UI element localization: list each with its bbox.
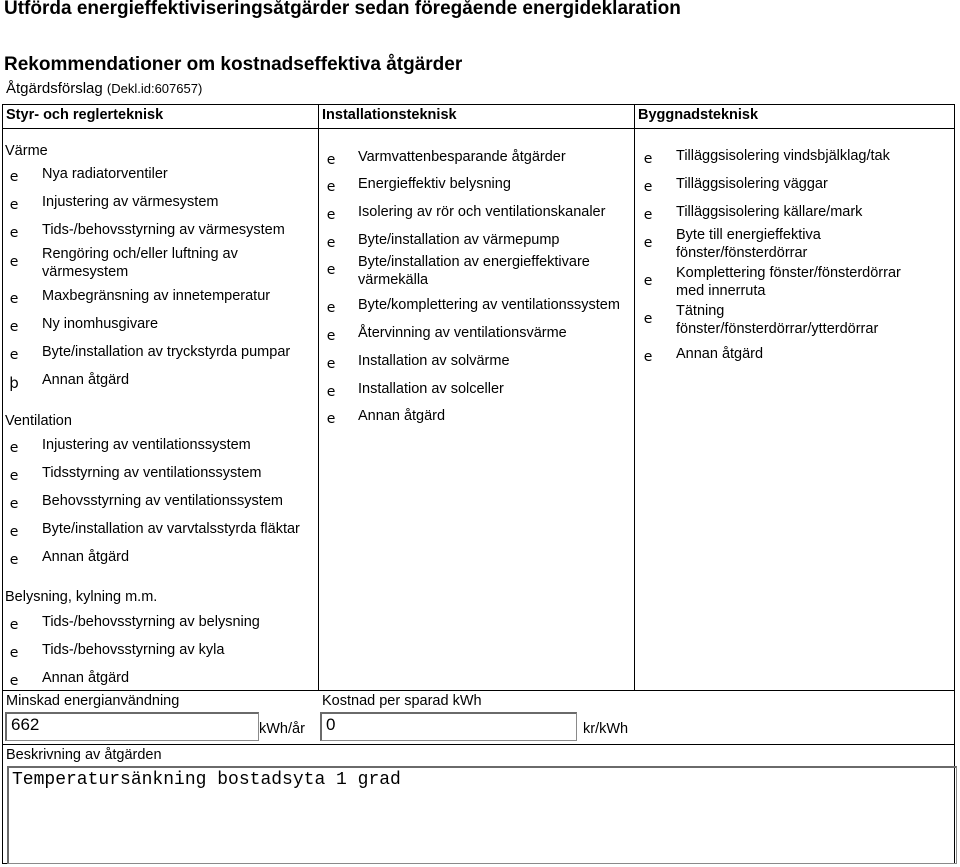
- description-label: Beskrivning av åtgärden: [6, 747, 162, 763]
- checkbox-varme-1[interactable]: e: [9, 169, 19, 185]
- option-label-ventilation-1: Injustering av ventilationssystem: [42, 437, 251, 453]
- checkbox-bygg-7[interactable]: e: [643, 349, 653, 365]
- proposal-line: [6, 80, 202, 97]
- reduced-energy-field[interactable]: 662: [5, 712, 259, 741]
- cost-unit: kr/kWh: [583, 721, 629, 737]
- option-label-varme-8: Annan åtgärd: [42, 372, 130, 388]
- checkbox-installation-2[interactable]: e: [326, 179, 336, 195]
- checkbox-belysning-1[interactable]: e: [9, 617, 19, 633]
- option-label-installation-3: Isolering av rör och ventilationskanaler: [358, 204, 606, 220]
- checkbox-bygg-5[interactable]: e: [643, 273, 653, 289]
- option-label-installation-1: Varmvattenbesparande åtgärder: [358, 149, 566, 165]
- option-label-bygg-4: Byte till energieffektiva fönster/fönsterdörrar: [676, 227, 821, 261]
- checkbox-bygg-4[interactable]: e: [643, 235, 653, 251]
- option-label-ventilation-5: Annan åtgärd: [42, 549, 130, 565]
- option-label-belysning-1: Tids-/behovsstyrning av belysning: [42, 614, 260, 630]
- option-label-belysning-3: Annan åtgärd: [42, 670, 130, 686]
- checkbox-ventilation-1[interactable]: e: [9, 440, 19, 456]
- option-label-varme-1: Nya radiatorventiler: [42, 166, 168, 182]
- option-label-installation-4: Byte/installation av värmepump: [358, 232, 560, 248]
- checkbox-bygg-6[interactable]: e: [643, 311, 653, 327]
- reduced-energy-label: Minskad energianvändning: [6, 693, 180, 709]
- checkbox-varme-4[interactable]: e: [9, 254, 19, 270]
- option-label-bygg-5: Komplettering fönster/fönsterdörrar med innerruta: [676, 265, 901, 299]
- section-belysning: Belysning, kylning m.m.: [5, 589, 158, 605]
- proposal-label: Åtgärdsförslag: [6, 80, 103, 97]
- checkbox-ventilation-5[interactable]: e: [9, 552, 19, 568]
- option-label-bygg-1: Tilläggsisolering vindsbjälklag/tak: [676, 148, 890, 164]
- checkbox-belysning-2[interactable]: e: [9, 645, 19, 661]
- description-divider: [2, 744, 955, 745]
- option-label-installation-8: Installation av solvärme: [358, 353, 510, 369]
- checkbox-ventilation-3[interactable]: e: [9, 496, 19, 512]
- option-label-installation-6: Byte/komplettering av ventilationssystem: [358, 297, 620, 313]
- recommendations-heading: Rekommendationer om kostnadseffektiva åtgärder: [4, 54, 463, 75]
- checkbox-installation-7[interactable]: e: [326, 328, 336, 344]
- header-divider: [2, 128, 955, 129]
- option-label-ventilation-2: Tidsstyrning av ventilationssystem: [42, 465, 262, 481]
- option-label-ventilation-4: Byte/installation av varvtalsstyrda fläktar: [42, 521, 300, 537]
- checkbox-installation-6[interactable]: e: [326, 300, 336, 316]
- checkbox-installation-9[interactable]: e: [326, 384, 336, 400]
- page-title: Utförda energieffektiviseringsåtgärder sedan föregående energideklaration: [4, 0, 681, 19]
- declaration-id: (Dekl.id:607657): [106, 81, 203, 96]
- option-label-installation-9: Installation av solceller: [358, 381, 504, 397]
- option-label-installation-10: Annan åtgärd: [358, 408, 446, 424]
- option-label-installation-2: Energieffektiv belysning: [358, 176, 511, 192]
- energy-divider: [2, 690, 955, 691]
- cost-label: Kostnad per sparad kWh: [322, 693, 482, 709]
- option-label-varme-5: Maxbegränsning av innetemperatur: [42, 288, 271, 304]
- column-header-installation: Installationsteknisk: [322, 107, 457, 123]
- checkbox-bygg-1[interactable]: e: [643, 151, 653, 167]
- checkbox-belysning-3[interactable]: e: [9, 673, 19, 689]
- column-header-styr: Styr- och reglerteknisk: [6, 107, 164, 123]
- option-label-varme-4: Rengöring och/eller luftning av värmesystem: [42, 246, 238, 280]
- checkbox-varme-5[interactable]: e: [9, 291, 19, 307]
- option-label-ventilation-3: Behovsstyrning av ventilationssystem: [42, 493, 283, 509]
- option-label-installation-5: Byte/installation av energieffektivare värmekälla: [358, 254, 590, 288]
- checkbox-installation-4[interactable]: e: [326, 235, 336, 251]
- column-header-bygg: Byggnadsteknisk: [638, 107, 759, 123]
- option-label-varme-2: Injustering av värmesystem: [42, 194, 219, 210]
- checkbox-installation-8[interactable]: e: [326, 356, 336, 372]
- section-ventilation: Ventilation: [5, 413, 72, 429]
- option-label-bygg-3: Tilläggsisolering källare/mark: [676, 204, 863, 220]
- column-divider-1: [318, 104, 319, 690]
- option-label-varme-6: Ny inomhusgivare: [42, 316, 159, 332]
- checkbox-bygg-3[interactable]: e: [643, 207, 653, 223]
- reduced-energy-unit: kWh/år: [259, 721, 305, 737]
- option-label-varme-7: Byte/installation av tryckstyrda pumpar: [42, 344, 291, 360]
- option-label-bygg-2: Tilläggsisolering väggar: [676, 176, 828, 192]
- column-divider-2: [634, 104, 635, 690]
- checkbox-ventilation-4[interactable]: e: [9, 524, 19, 540]
- option-label-belysning-2: Tids-/behovsstyrning av kyla: [42, 642, 225, 658]
- checkbox-installation-3[interactable]: e: [326, 207, 336, 223]
- option-label-bygg-7: Annan åtgärd: [676, 346, 764, 362]
- cost-field[interactable]: 0: [320, 712, 577, 741]
- description-textarea[interactable]: Temperatursänkning bostadsyta 1 grad: [7, 766, 957, 864]
- checkbox-varme-7[interactable]: e: [9, 347, 19, 363]
- section-varme: Värme: [5, 143, 48, 159]
- checkbox-installation-1[interactable]: e: [326, 152, 336, 168]
- option-label-bygg-6: Tätning fönster/fönsterdörrar/ytterdörrar: [676, 303, 879, 337]
- checkbox-varme-8[interactable]: þ: [9, 374, 19, 392]
- option-label-installation-7: Återvinning av ventilationsvärme: [358, 325, 567, 341]
- checkbox-ventilation-2[interactable]: e: [9, 468, 19, 484]
- checkbox-installation-5[interactable]: e: [326, 262, 336, 278]
- checkbox-varme-6[interactable]: e: [9, 319, 19, 335]
- checkbox-varme-3[interactable]: e: [9, 225, 19, 241]
- option-label-varme-3: Tids-/behovsstyrning av värmesystem: [42, 222, 285, 238]
- checkbox-bygg-2[interactable]: e: [643, 179, 653, 195]
- checkbox-varme-2[interactable]: e: [9, 197, 19, 213]
- checkbox-installation-10[interactable]: e: [326, 411, 336, 427]
